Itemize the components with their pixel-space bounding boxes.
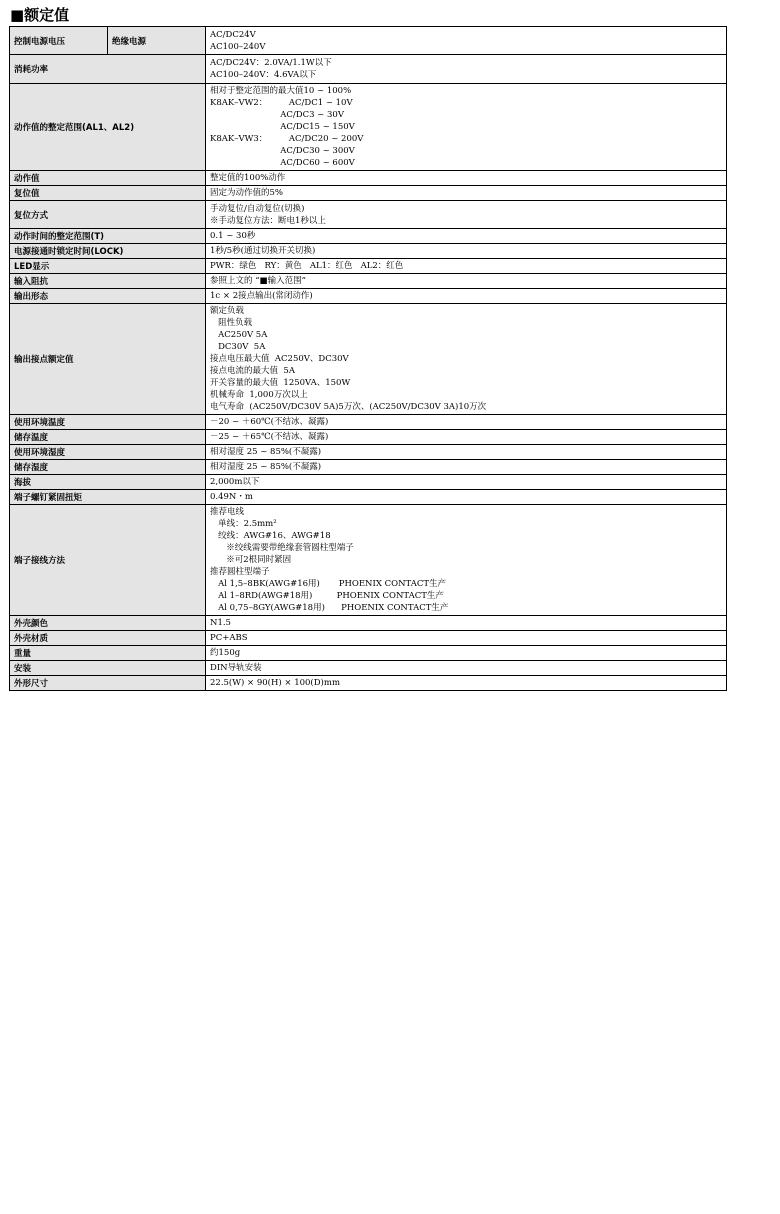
- row-sublabel: 绝缘电源: [108, 27, 206, 55]
- row-value: [206, 274, 727, 289]
- row-label: 储存湿度: [10, 460, 206, 475]
- row-label: 动作值的整定范围(AL1、AL2): [10, 84, 206, 171]
- value-line: 推荐电线: [210, 507, 245, 517]
- row-label: 重量: [10, 646, 206, 661]
- table-row: [10, 304, 727, 415]
- row-value: [206, 304, 727, 415]
- table-row: [10, 646, 727, 661]
- value-line: N1.5: [210, 618, 231, 628]
- value-line: 1c × 2接点输出(常闭动作): [210, 291, 313, 301]
- value-line: 0.1 ~ 30秒: [210, 231, 256, 241]
- row-value: [206, 445, 727, 460]
- value-line: 约150g: [210, 648, 241, 658]
- value-line: ※可2根同时紧固: [210, 555, 292, 565]
- table-row: [10, 274, 727, 289]
- table-row: [10, 84, 727, 171]
- row-value: [206, 84, 727, 171]
- row-label: 动作时间的整定范围(T): [10, 229, 206, 244]
- row-value: [206, 430, 727, 445]
- table-row: [10, 460, 727, 475]
- row-label: 使用环境湿度: [10, 445, 206, 460]
- value-line: －20 ~ ＋60℃(不结冰、凝露): [210, 417, 329, 427]
- row-label: 外形尺寸: [10, 676, 206, 691]
- row-value: [206, 616, 727, 631]
- value-line: 2,000m以下: [210, 477, 260, 487]
- row-value: [206, 229, 727, 244]
- value-line: Al 1–8RD(AWG#18用) PHOENIX CONTACT生产: [210, 591, 444, 601]
- table-row: [10, 445, 727, 460]
- row-label: 外壳颜色: [10, 616, 206, 631]
- value-line: PWR：绿色 RY：黄色 AL1：红色 AL2：红色: [210, 261, 404, 271]
- value-line: 阻性负载: [210, 318, 253, 328]
- value-line: 接点电流的最大值 5A: [210, 366, 295, 376]
- value-line: 开关容量的最大值 1250VA、150W: [210, 378, 351, 388]
- row-value: [206, 27, 727, 55]
- value-line: 机械寿命 1,000万次以上: [210, 390, 308, 400]
- row-value: [206, 631, 727, 646]
- value-line: AC/DC3 ~ 30V: [210, 110, 344, 120]
- row-value: [206, 186, 727, 201]
- value-line: AC/DC24V: [210, 29, 256, 40]
- row-label: 控制电源电压: [10, 27, 108, 55]
- value-line: Al 1,5–8BK(AWG#16用) PHOENIX CONTACT生产: [210, 579, 447, 589]
- table-row: [10, 55, 727, 84]
- value-line: 0.49N・m: [210, 492, 253, 502]
- table-row: [10, 201, 727, 229]
- value-line: PC+ABS: [210, 633, 248, 643]
- row-value: [206, 475, 727, 490]
- row-label: 输入阻抗: [10, 274, 206, 289]
- value-line: 绞线：AWG#16、AWG#18: [210, 531, 331, 541]
- value-line: 固定为动作值的5%: [210, 188, 283, 198]
- table-row: [10, 631, 727, 646]
- row-label: 使用环境温度: [10, 415, 206, 430]
- row-value: [206, 244, 727, 259]
- row-value: [206, 259, 727, 274]
- table-row: [10, 430, 727, 445]
- row-value: [206, 676, 727, 691]
- value-line: ※手动复位方法：断电1秒以上: [210, 215, 326, 226]
- row-label: 电源接通时锁定时间(LOCK): [10, 244, 206, 259]
- row-value: [206, 289, 727, 304]
- value-line: AC100–240V: [210, 41, 266, 52]
- value-line: 相对于整定范围的最大值10 ~ 100%: [210, 86, 352, 96]
- row-label: 复位值: [10, 186, 206, 201]
- row-label: 输出形态: [10, 289, 206, 304]
- page-title: ■额定值: [10, 6, 70, 24]
- table-row: [10, 171, 727, 186]
- value-line: 手动复位/自动复位(切换): [210, 203, 305, 214]
- value-line: K8AK–VW2： AC/DC1 ~ 10V: [210, 98, 353, 108]
- row-label: LED显示: [10, 259, 206, 274]
- table-row: [10, 186, 727, 201]
- table-row: [10, 616, 727, 631]
- row-label: 动作值: [10, 171, 206, 186]
- row-value: [206, 201, 727, 229]
- row-label: 端子螺钉紧固扭矩: [10, 490, 206, 505]
- table-row: [10, 229, 727, 244]
- table-row: [10, 27, 727, 55]
- value-line: 推荐圆柱型端子: [210, 567, 270, 577]
- table-row: [10, 490, 727, 505]
- value-line: 电气寿命 (AC250V/DC30V 5A)5万次、(AC250V/DC30V 3A)10万次: [210, 402, 487, 412]
- row-value: [206, 661, 727, 676]
- value-line: 整定值的100%动作: [210, 173, 286, 183]
- table-row: [10, 289, 727, 304]
- value-line: AC/DC24V：2.0VA/1.1W以下: [210, 58, 332, 68]
- row-label: 消耗功率: [10, 55, 206, 84]
- value-line: AC/DC15 ~ 150V: [210, 122, 355, 132]
- value-line: 相对湿度 25 ~ 85%(不凝露): [210, 462, 322, 472]
- row-value: [206, 415, 727, 430]
- row-value: [206, 505, 727, 616]
- table-row: [10, 505, 727, 616]
- value-line: AC250V 5A: [210, 330, 268, 340]
- rated-values-table: [9, 26, 727, 691]
- row-value: [206, 490, 727, 505]
- table-row: [10, 244, 727, 259]
- value-line: ※绞线需要带绝缘套管圆柱型端子: [210, 543, 354, 553]
- row-label: 端子接线方法: [10, 505, 206, 616]
- table-row: [10, 661, 727, 676]
- value-line: 参照上文的 “■输入范围”: [210, 276, 306, 286]
- row-value: [206, 55, 727, 84]
- row-label: 输出接点额定值: [10, 304, 206, 415]
- value-line: －25 ~ ＋65℃(不结冰、凝露): [210, 432, 329, 442]
- value-line: 22.5(W) × 90(H) × 100(D)mm: [210, 678, 340, 688]
- value-line: 接点电压最大值 AC250V、DC30V: [210, 354, 349, 364]
- value-line: AC100–240V：4.6VA以下: [210, 70, 317, 80]
- row-value: [206, 646, 727, 661]
- value-line: 1秒/5秒(通过切换开关切换): [210, 246, 316, 256]
- row-label: 外壳材质: [10, 631, 206, 646]
- row-label: 储存温度: [10, 430, 206, 445]
- value-line: 相对湿度 25 ~ 85%(不凝露): [210, 447, 322, 457]
- table-row: [10, 259, 727, 274]
- value-line: 额定负载: [210, 306, 245, 316]
- value-line: K8AK–VW3： AC/DC20 ~ 200V: [210, 134, 364, 144]
- table-row: [10, 475, 727, 490]
- row-value: [206, 460, 727, 475]
- value-line: AC/DC60 ~ 600V: [210, 158, 355, 168]
- value-line: AC/DC30 ~ 300V: [210, 146, 355, 156]
- table-row: [10, 676, 727, 691]
- row-label: 安装: [10, 661, 206, 676]
- value-line: Al 0,75–8GY(AWG#18用) PHOENIX CONTACT生产: [210, 603, 449, 613]
- value-line: 单线：2.5mm²: [210, 519, 277, 529]
- row-label: 复位方式: [10, 201, 206, 229]
- value-line: DIN导轨安装: [210, 663, 262, 673]
- row-value: [206, 171, 727, 186]
- table-row: [10, 415, 727, 430]
- value-line: DC30V 5A: [210, 342, 266, 352]
- row-label: 海拔: [10, 475, 206, 490]
